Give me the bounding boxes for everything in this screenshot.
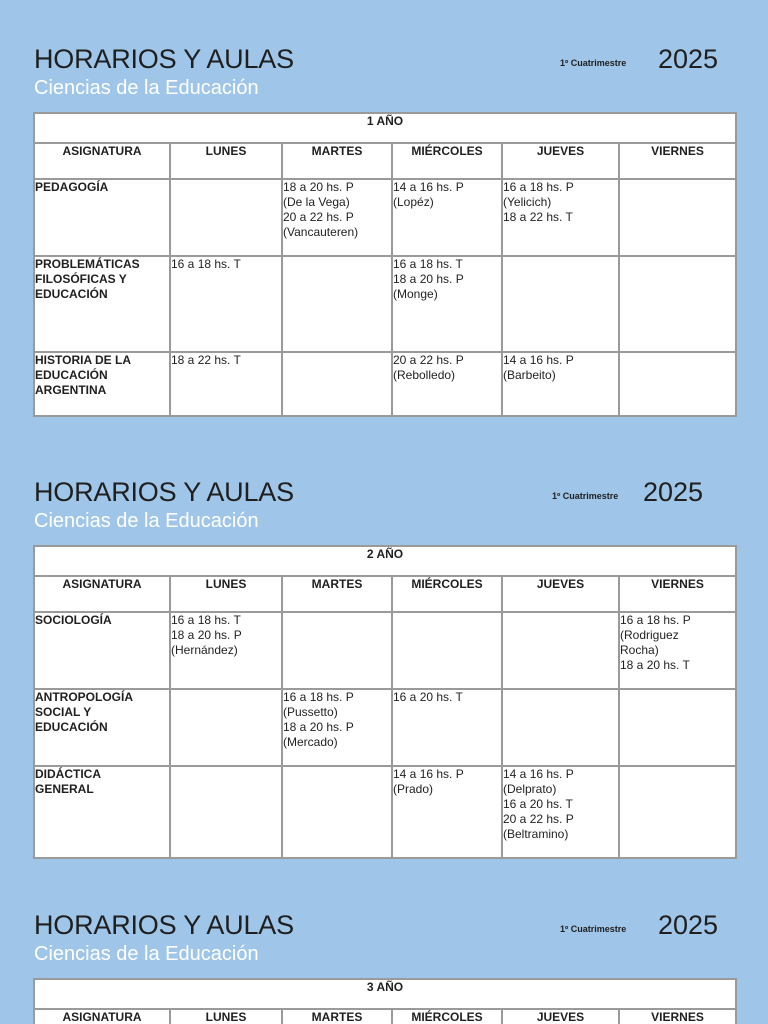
schedule-cell	[619, 256, 736, 352]
schedule-cell	[170, 179, 282, 256]
term-label: 1º Cuatrimestre	[560, 58, 627, 68]
col-header-miercoles: MIÉRCOLES	[392, 143, 502, 179]
schedule-cell: 20 a 22 hs. P (Rebolledo)	[392, 352, 502, 416]
col-header-asignatura: ASIGNATURA	[34, 143, 170, 179]
schedule-table-year-1	[33, 112, 737, 417]
col-header-viernes: VIERNES	[619, 1009, 736, 1024]
schedule-cell: 16 a 18 hs. P (Rodriguez Rocha) 18 a 20 hs. T	[619, 612, 736, 689]
table-row	[34, 179, 736, 256]
schedule-cell: 16 a 18 hs. P (Pussetto) 18 a 20 hs. P (Mercado)	[282, 689, 392, 766]
col-header-martes: MARTES	[282, 143, 392, 179]
col-header-miercoles: MIÉRCOLES	[392, 576, 502, 612]
col-header-jueves: JUEVES	[502, 1009, 619, 1024]
year-header: 2 AÑO	[34, 546, 736, 576]
table-row	[34, 689, 736, 766]
col-header-lunes: LUNES	[170, 143, 282, 179]
col-header-martes: MARTES	[282, 1009, 392, 1024]
subject-cell: SOCIOLOGÍA	[34, 612, 170, 689]
col-header-jueves: JUEVES	[502, 143, 619, 179]
schedule-cell: 14 a 16 hs. P (Barbeito)	[502, 352, 619, 416]
schedule-cell	[502, 689, 619, 766]
col-header-martes: MARTES	[282, 576, 392, 612]
page-title: HORARIOS Y AULAS	[34, 910, 294, 940]
schedule-cell	[282, 352, 392, 416]
subject-cell: ANTROPOLOGÍA SOCIAL Y EDUCACIÓN	[34, 689, 170, 766]
page-title: HORARIOS Y AULAS	[34, 44, 294, 74]
schedule-cell: 18 a 22 hs. T	[170, 352, 282, 416]
table-row	[34, 352, 736, 416]
year-header: 3 AÑO	[34, 979, 736, 1009]
year-label: 2025	[658, 44, 719, 74]
schedule-cell: 16 a 18 hs. T 18 a 20 hs. P (Monge)	[392, 256, 502, 352]
col-header-asignatura: ASIGNATURA	[34, 1009, 170, 1024]
col-header-viernes: VIERNES	[619, 143, 736, 179]
schedule-cell: 14 a 16 hs. P (Prado)	[392, 766, 502, 858]
schedule-table-year-3	[33, 978, 737, 1024]
year-label: 2025	[658, 910, 719, 940]
year-label: 2025	[643, 477, 704, 507]
col-header-lunes: LUNES	[170, 576, 282, 612]
schedule-cell: 16 a 20 hs. T	[392, 689, 502, 766]
page-subtitle: Ciencias de la Educación	[34, 943, 259, 965]
schedule-cell	[502, 612, 619, 689]
term-label: 1º Cuatrimestre	[560, 924, 627, 934]
subject-cell: PROBLEMÁTICAS FILOSÓFICAS Y EDUCACIÓN	[34, 256, 170, 352]
table-row	[34, 256, 736, 352]
schedule-cell	[619, 689, 736, 766]
schedule-cell	[619, 766, 736, 858]
schedule-cell: 16 a 18 hs. T 18 a 20 hs. P (Hernández)	[170, 612, 282, 689]
schedule-cell: 18 a 20 hs. P (De la Vega) 20 a 22 hs. P (Vancauteren)	[282, 179, 392, 256]
subject-cell: DIDÁCTICA GENERAL	[34, 766, 170, 858]
schedule-cell: 16 a 18 hs. P (Yelicich) 18 a 22 hs. T	[502, 179, 619, 256]
schedule-cell	[392, 612, 502, 689]
subject-cell: PEDAGOGÍA	[34, 179, 170, 256]
term-label: 1º Cuatrimestre	[552, 491, 619, 501]
page-subtitle: Ciencias de la Educación	[34, 510, 259, 532]
col-header-lunes: LUNES	[170, 1009, 282, 1024]
schedule-cell	[282, 766, 392, 858]
col-header-miercoles: MIÉRCOLES	[392, 1009, 502, 1024]
schedule-cell: 16 a 18 hs. T	[170, 256, 282, 352]
schedule-table-year-2	[33, 545, 737, 859]
schedule-cell	[619, 179, 736, 256]
col-header-jueves: JUEVES	[502, 576, 619, 612]
table-row	[34, 766, 736, 858]
col-header-viernes: VIERNES	[619, 576, 736, 612]
page-title: HORARIOS Y AULAS	[34, 477, 294, 507]
schedule-cell: 14 a 16 hs. P (Lopéz)	[392, 179, 502, 256]
schedule-cell	[170, 689, 282, 766]
schedule-section-3	[0, 910, 768, 1024]
schedule-cell	[619, 352, 736, 416]
schedule-cell	[170, 766, 282, 858]
schedule-cell	[282, 612, 392, 689]
col-header-asignatura: ASIGNATURA	[34, 576, 170, 612]
schedule-section-1	[0, 44, 768, 424]
page-subtitle: Ciencias de la Educación	[34, 77, 259, 99]
year-header: 1 AÑO	[34, 113, 736, 143]
schedule-cell	[502, 256, 619, 352]
subject-cell: HISTORIA DE LA EDUCACIÓN ARGENTINA	[34, 352, 170, 416]
schedule-section-2	[0, 477, 768, 867]
table-row	[34, 612, 736, 689]
schedule-cell: 14 a 16 hs. P (Delprato) 16 a 20 hs. T 20 a 22 hs. P (Beltramino)	[502, 766, 619, 858]
schedule-cell	[282, 256, 392, 352]
